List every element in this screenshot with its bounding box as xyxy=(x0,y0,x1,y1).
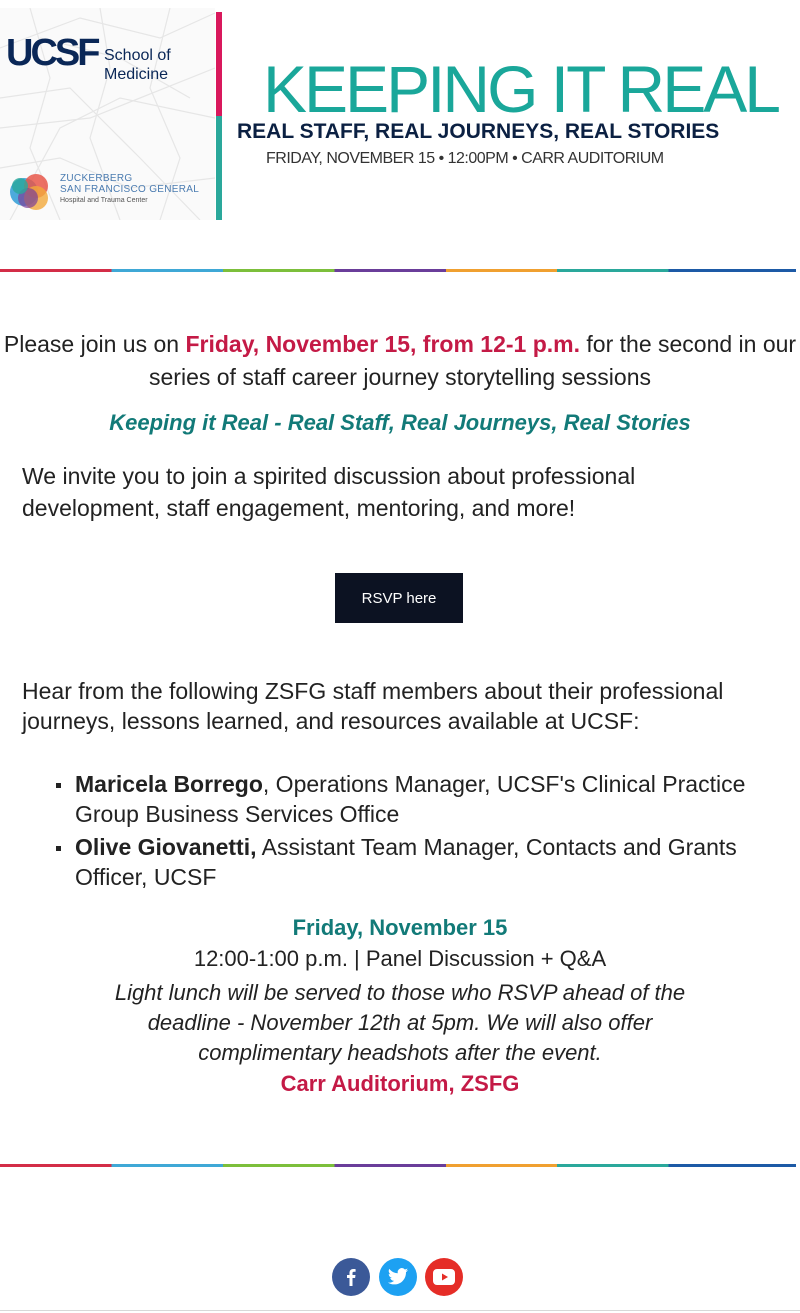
rsvp-button[interactable]: RSVP here xyxy=(335,573,463,623)
rainbow-divider-bottom xyxy=(0,1164,796,1167)
intro-paragraph: Please join us on Friday, November 15, from 12-1 p.m. for the second in our series of staff career journey storytelling sessions xyxy=(3,331,797,390)
footer-divider xyxy=(0,1310,800,1311)
event-date: Friday, November 15 xyxy=(292,915,508,940)
header-banner xyxy=(0,0,800,222)
event-time: 12:00-1:00 p.m. | Panel Discussion + Q&A xyxy=(193,946,607,971)
event-title: KEEPING IT REAL xyxy=(263,52,778,126)
ucsf-logo: UCSF xyxy=(6,32,98,74)
header-divider-bar xyxy=(216,12,222,220)
speaker-list xyxy=(52,769,772,895)
school-of-medicine-label: School of Medicine xyxy=(104,47,171,83)
lunch-note: Light lunch will be served to those who RSVP ahead of the deadline - November 12th at 5pm. We will also offer complimentary headshots after the event. xyxy=(114,980,686,1065)
invite-paragraph: We invite you to join a spirited discussion about professional development, staff engagement, mentoring, and more! xyxy=(22,463,636,521)
zsfg-wordmark: ZUCKERBERG SAN FRANCISCO GENERAL Hospital and Trauma Center xyxy=(60,173,200,204)
series-title: Keeping it Real - Real Staff, Real Journeys, Real Stories xyxy=(109,410,691,435)
event-location: Carr Auditorium, ZSFG xyxy=(280,1071,520,1096)
event-subtitle: REAL STAFF, REAL JOURNEYS, REAL STORIES xyxy=(237,120,720,143)
event-date-line: FRIDAY, NOVEMBER 15 • 12:00PM • CARR AUDITORIUM xyxy=(266,150,664,167)
youtube-icon[interactable] xyxy=(425,1258,463,1296)
twitter-icon[interactable] xyxy=(379,1258,417,1296)
rainbow-divider-top xyxy=(0,269,796,272)
facebook-icon[interactable] xyxy=(332,1258,370,1296)
intro-date-highlight: Friday, November 15, from 12-1 p.m. xyxy=(185,331,581,357)
speaker-item: Olive Giovanetti, Assistant Team Manager, Contacts and Grants Officer, UCSF xyxy=(52,832,772,892)
zsfg-logo-icon xyxy=(6,168,56,218)
logo-panel xyxy=(0,8,215,220)
speaker-item: Maricela Borrego, Operations Manager, UCSF's Clinical Practice Group Business Services Office xyxy=(52,769,772,829)
speakers-intro: Hear from the following ZSFG staff members about their professional journeys, lessons learned, and resources available at UCSF: xyxy=(22,678,724,734)
